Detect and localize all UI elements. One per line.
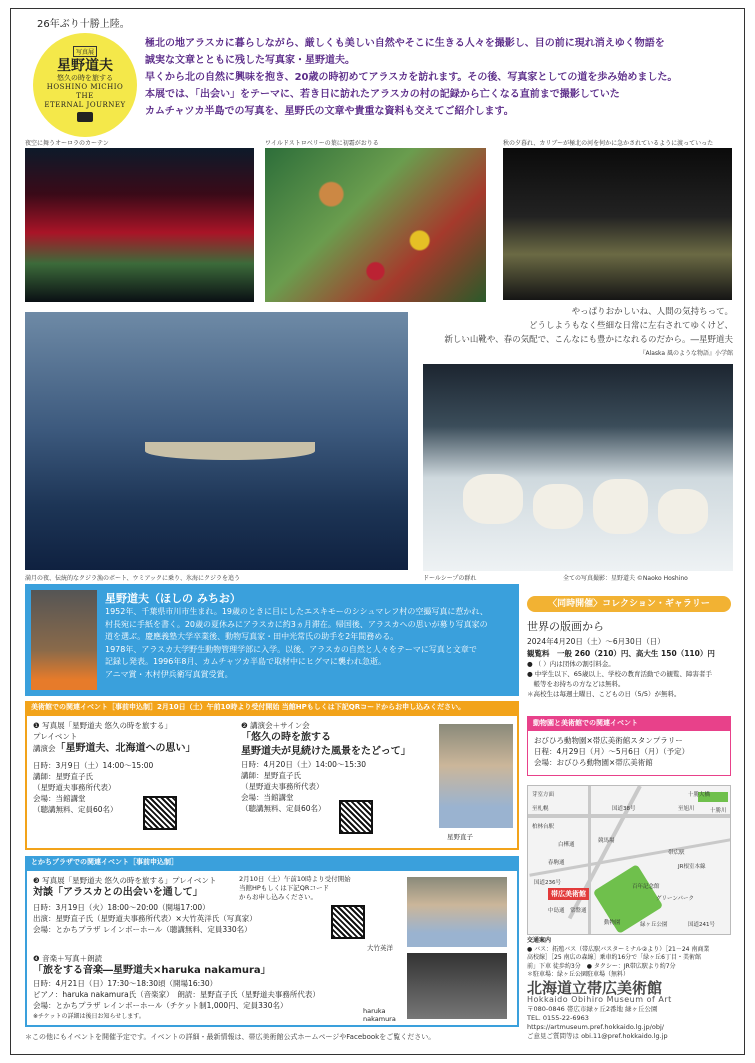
event-2-label: ❷ 講演会＋サイン会 [241,721,310,730]
portrait-photo [31,590,97,690]
event-1-label2: プレイベント [33,732,78,741]
badge-en-the: THE [76,92,94,100]
umiak-boat [145,442,315,460]
dall-sheep-photo [423,364,733,571]
museum-address: 〒080-0846 帯広市緑ヶ丘2番地 緑ヶ丘公園 [527,1005,658,1013]
map-label: 常盤通 [570,908,587,914]
otake-photo [407,877,507,947]
collection-title: 世界の版画から [527,620,604,633]
map-label: 十勝大橋 [688,792,711,798]
event-1-speaker2: （星野道夫事務所代表） [33,783,116,792]
event-1 [33,720,233,815]
event-2-speaker2: （星野道夫事務所代表） [241,782,324,791]
badge-en-name: HOSHINO MICHIO [46,83,124,91]
event-3 [33,875,393,935]
map-label: 競馬場 [598,838,615,844]
quote-source: 『Alaska 風のような物語』小学館 [639,350,733,357]
event-2-venue: 会場：当館講堂 [241,793,294,802]
nakamura-caption-line: nakamura [363,1015,396,1023]
museum-tel: TEL. 0155-22-6963 [527,1014,589,1022]
intro-line: 極北の地アラスカに暮らしながら、厳しくも美しい自然やそこに生きる人々を撮影し、目の前に現れ消えゆく物語を [145,38,665,49]
map-label: 百年記念館 [632,884,660,890]
sheep-shape [463,474,523,524]
flyer-page [10,8,745,1055]
sheep-shape [533,484,583,529]
bio-line: 1978年、アラスカ大学野生動物管理学部に入学。以後、アラスカの自然と人々をテーマに写真と文章で [105,644,477,654]
plaza-note-line: 2月10日（土）午前10時より受付開始 [239,875,351,883]
collection-note: 帳等をお持ちの方などは無料。 [527,680,625,688]
photo-credit: 全ての写真撮影：星野道夫 ©Naoko Hoshino [563,575,688,582]
access-line: 高校線］［25 南広の森線］乗車約16分で「緑ヶ丘6丁目・美術館 [527,954,701,961]
event-1-label: ❶ 写真展「星野道夫 悠久の時を旅する」 [33,721,172,730]
event-2-date: 日時：4月20日（土）14:00～15:30 [241,760,367,769]
photographer-icon [77,112,93,122]
badge-subtitle: 悠久の時を旅する [57,74,113,82]
zoo-event-band: 動物園と美術館での関連イベント [527,716,731,730]
aurora-photo [25,148,254,302]
access-info [527,937,733,980]
collection-info [527,636,733,699]
sheep-shape [658,489,708,534]
zoo-event-date: 日程：4月29日（月）～5月6日（月）（予定） [534,747,690,756]
plaza-events-box [25,869,519,1027]
intro-line: 早くから北の自然に興味を抱き、20歳の時初めてアラスカを訪れます。その後、写真家としての道を歩み始めました。 [145,72,678,83]
badge-en-journey: ETERNAL JOURNEY [44,101,126,109]
top-note: 26年ぶり十勝上陸。 [37,19,130,30]
museum-map-marker: 帯広美術館 [548,888,589,900]
quote-line: 新しい山靴や、春の気配で、こんなにも豊かになれるのだから。―星野道夫 [444,335,733,345]
event-1-venue: 会場：当館講堂 [33,794,86,803]
event-1-venue2: （聴講無料、定員60名） [33,805,118,814]
badge-title: 星野道夫 [57,58,113,74]
access-line: ＊駐車場：緑ヶ丘公園駐車場（無料） [527,971,630,978]
museum-mail[interactable]: ご意見ご質問等は obi.11@pref.hokkaido.lg.jp [527,1032,668,1040]
otake-caption: 大竹英洋 [367,944,393,952]
badge-small-label: 写真展 [73,46,97,57]
aurora-caption: 夜空に舞うオーロラのカーテン [25,140,109,147]
plaza-events-band: とかちプラザでの関連イベント［事前申込制］ [25,856,519,869]
museum-events-band: 美術館での関連イベント［事前申込制］2月10日（土）午前10時より受付開始 当館HPもしくは下記QRコードからお申し込みください。 [25,701,519,714]
map-label: 春駒通 [548,860,565,866]
bio-text [105,606,511,681]
bio-name: 星野道夫（ほしの みちお） [105,592,241,605]
event-4 [33,953,413,1022]
nakamura-caption [363,1007,396,1023]
intro-text [145,35,735,120]
map-label: 十勝川 [710,808,727,814]
museum-url[interactable]: https://artmuseum.pref.hokkaido.lg.jp/obj/ [527,1023,664,1031]
naoko-hoshino-photo [439,724,513,828]
plaza-note-line: からお申し込みください。 [239,893,317,901]
zoo-event-box [527,730,731,776]
sheep-shape [593,479,648,534]
bio-line: 記録し発表。1996年8月、カムチャツカ半島で取材中にヒグマに襲われ急逝。 [105,657,387,666]
zoo-event-title: おびひろ動物園×帯広美術館スタンプラリー [534,736,683,745]
event-1-title: 「星野道夫、北海道への思い」 [55,743,196,754]
bio-line: 村長宛に手紙を書く。20歳の夏休みにアラスカに約3ヵ月滞在。帰国後、アラスカへの思いが募り写真家の [105,619,488,629]
exhibition-badge [33,33,137,137]
event-3-title: 対談「アラスカとの出会いを通して」 [33,887,203,898]
access-line: ● バス：拓殖バス（帯広駅バスターミナル②より）［21－24 南商業 [527,945,710,953]
naoko-hoshino-caption: 星野直子 [447,833,473,841]
map-label: 国道241号 [688,922,715,928]
event-4-venue: 会場：とかちプラザ レインボーホール（チケット制1,000円、定員330名） [33,1001,288,1010]
event-4-label: ❹ 音楽＋写真＋朗読 [33,954,103,963]
map-label: 至旭川 [678,806,695,812]
map-label: 国道38号 [612,806,636,812]
map-label: 芽室方面 [532,792,555,798]
event-3-venue: 会場：とかちプラザ レインボーホール（聴講無料、定員330名） [33,925,252,934]
map-label: グリーンパーク [656,896,695,902]
berries-photo [265,148,486,302]
map-road [528,814,731,818]
collection-note: ● 中学生以下、65歳以上、学校の教育活動での観覧、障害者手 [527,670,713,678]
museum-events-box [25,714,519,850]
quote-line: どうしようもなく些細な日常に左右されてゆくけど、 [528,321,733,331]
caribou-caption: 秋の夕暮れ、カリブーが極北の河を何かに急かされているように渡っていった [503,140,714,147]
collection-note: ● （ ）内は団体の割引料金。 [527,660,615,668]
event-4-cast: ピアノ：haruka nakamura氏（音楽家） 朗読：星野直子氏（星野道夫事務所代表） [33,990,320,999]
nakamura-caption-line: haruka [363,1007,386,1015]
quote-block [423,305,733,361]
quote-line: やっぱりおかしいね、人間の気持ちって。 [571,307,733,317]
museum-name-en: Hokkaido Obihiro Museum of Art [527,995,672,1004]
event-2-venue2: （聴講無料、定員60名） [241,804,326,813]
whale-hunt-photo [25,312,408,570]
collection-note: ＊高校生は毎週土曜日、こどもの日（5/5）が無料。 [527,690,681,698]
map-label: 国道236号 [534,880,561,886]
event-1-date: 日時：3月9日（土）14:00～15:00 [33,761,154,770]
museum-contact [527,1005,733,1041]
event-3-cast: 出演：星野直子氏（星野道夫事務所代表）×大竹英洋氏（写真家） [33,914,257,923]
bio-panel [25,584,519,696]
bio-line: 道を選ぶ。慶應義塾大学卒業後、動物写真家・田中光常氏の助手を2年間務める。 [105,632,399,641]
map-label: 中島通 [548,908,565,914]
bio-line: 1952年、千葉県市川市生まれ。19歳のときに目にしたエスキモーのシシュマレフ村の空撮写真に惹かれ、 [105,607,488,616]
event-4-date: 日時：4月21日（日）17:30～18:30頃（開場16:30） [33,979,218,988]
bio-line: アニマ賞・木村伊兵衛写真賞受賞。 [105,669,233,679]
berries-caption: ワイルドストロベリーの葉に初霜がおりる [265,140,379,147]
map-label: 白樺通 [558,842,575,848]
zoo-event-venue: 会場：おびひろ動物園×帯広美術館 [534,758,653,767]
whale-caption: 満月の夜、伝統的なクジラ漁のボート、ウミアックに乗り、氷海にクジラを追う [25,575,241,582]
access-line: 前」下車 徒歩約3分 ● タクシー：JR帯広駅より約7分 [527,962,676,970]
sheep-caption: ドールシープの群れ [423,575,477,582]
museum-name: 北海道立帯広美術館 [527,979,663,997]
map-label: 柏林台駅 [532,824,555,830]
collection-gallery-pill: 〈同時開催〉コレクション・ギャラリー [527,596,731,612]
map-road [588,786,591,935]
event-3-date: 日時：3月19日（火）18:00～20:00（開場17:00） [33,903,210,912]
event-2-title2: 星野道夫が見続けた風景をたどって」 [241,746,411,757]
map-label: 動物園 [604,920,621,926]
access-map [527,785,731,935]
collection-period: 2024年4月20日（土）～6月30日（日） [527,637,665,646]
collection-fee: 観覧料 一般 260（210）円、高大生 150（110）円 [527,648,715,658]
caribou-photo [503,148,732,300]
map-label: JR根室本線 [678,864,706,870]
nakamura-photo [407,953,507,1019]
event-4-ticket: ※チケットの詳細は後日お知らせします。 [33,1013,145,1020]
map-label: 帯広駅 [668,850,685,856]
map-label: 緑ヶ丘公園 [640,922,668,928]
footnote: ＊この他にもイベントを開催予定です。イベントの詳細・最新情報は、帯広美術館公式ホームページやFacebookをご覧ください。 [25,1033,436,1041]
intro-line: 誠実な文章とともに残した写真家・星野道夫。 [145,55,355,66]
qr-code-event-2[interactable] [339,800,373,834]
qr-code-event-1[interactable] [143,796,177,830]
intro-line: カムチャツカ半島での写真を、星野氏の文章や貴重な資料も交えてご紹介します。 [145,106,514,117]
intro-line: 本展では、「出会い」をテーマに、若き日に訪れたアラスカの村の記録から亡くなる直前まで撮影していた [145,89,620,100]
plaza-note-line: 当館HPもしくは下記QRコード [239,884,329,892]
map-label: 至札幌 [532,806,549,812]
event-1-kind: 講演会 [33,744,56,753]
access-heading: 交通案内 [527,937,552,944]
event-2-speaker: 講師：星野直子氏 [241,771,301,780]
event-4-title: 「旅をする音楽―星野道夫×haruka nakamura」 [33,965,271,976]
event-1-speaker: 講師：星野直子氏 [33,772,93,781]
event-3-label: ❸ 写真展「星野道夫 悠久の時を旅する」プレイベント [33,876,217,885]
event-2-title1: 「悠久の時を旅する [241,732,331,743]
